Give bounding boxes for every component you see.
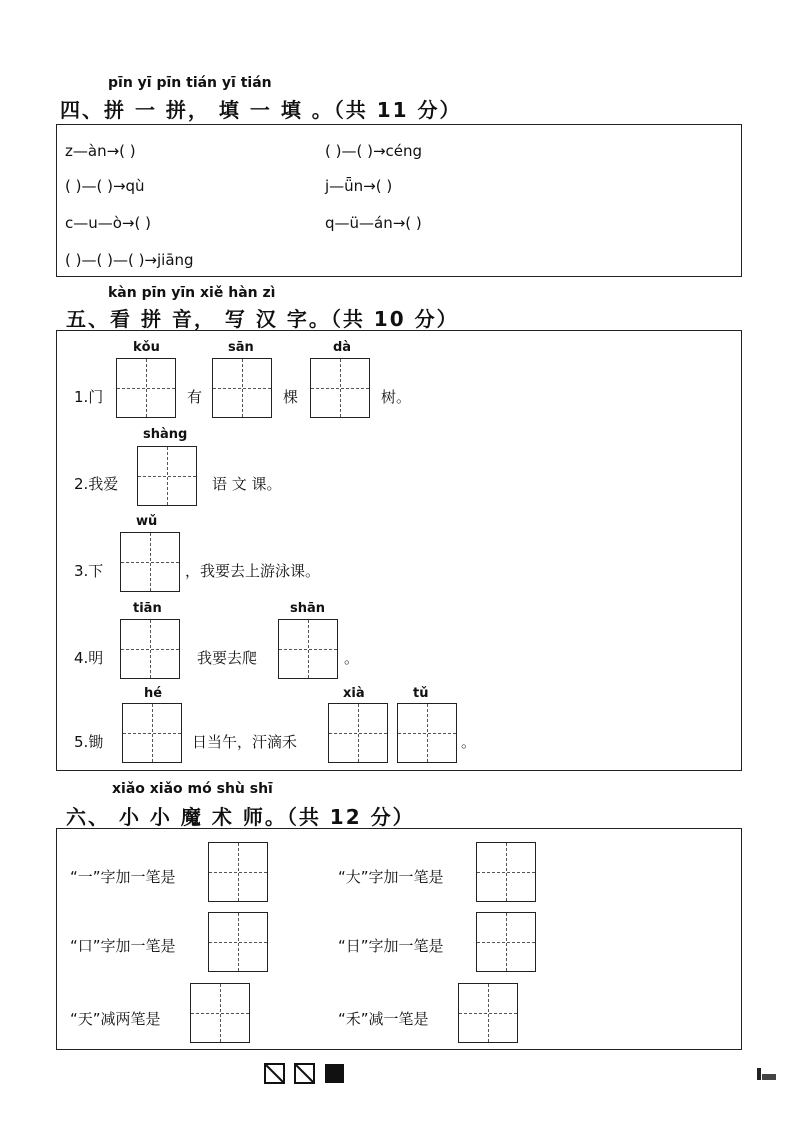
q3-lead: 3.下	[74, 562, 104, 580]
q4-pinyin-1: tiān	[133, 601, 162, 616]
q2-tail: 语 文 课。	[212, 475, 282, 493]
q4-mid-1: 我要去爬	[197, 649, 258, 667]
s4-row-7: ( )—( )—( )→jiāng	[65, 251, 194, 269]
s4-row-4: j—ǖn→( )	[325, 177, 393, 195]
s4-row-5: c—u—ò→( )	[65, 214, 151, 232]
q4-pinyin-2: shān	[290, 601, 326, 616]
s6-item-6: “禾”减一笔是	[338, 1010, 429, 1028]
q1-pinyin-2: sān	[228, 340, 254, 355]
q1-mid-1: 有	[187, 388, 203, 406]
s6-item-4: “日”字加一笔是	[338, 937, 444, 955]
q5-mid-1: 日当午，汗滴禾	[192, 733, 298, 751]
q5-grid-3[interactable]	[397, 703, 457, 763]
q1-pinyin-1: kǒu	[133, 340, 160, 355]
q1-pinyin-3: dà	[333, 340, 352, 355]
section4-pinyin: pīn yī pīn tián yī tián	[108, 75, 272, 91]
section6-pinyin: xiǎo xiǎo mó shù shī	[112, 781, 273, 797]
q2-grid-1[interactable]	[137, 446, 197, 506]
q5-grid-1[interactable]	[122, 703, 182, 763]
s6-item-5: “天”减两笔是	[70, 1010, 161, 1028]
q1-mid-2: 棵	[283, 388, 299, 406]
s4-row-3: ( )—( )→qù	[65, 177, 145, 195]
q1-tail: 树。	[381, 388, 412, 406]
scan-marks	[264, 1063, 346, 1085]
q5-tail: 。	[461, 733, 477, 751]
q3-grid-1[interactable]	[120, 532, 180, 592]
s6-grid-5[interactable]	[190, 983, 250, 1043]
q4-lead: 4.明	[74, 649, 104, 667]
s6-grid-2[interactable]	[476, 842, 536, 902]
q4-grid-1[interactable]	[120, 619, 180, 679]
q5-pinyin-3: tǔ	[413, 686, 429, 701]
section5-title: 五、看 拼 音， 写 汉 字。（共 10 分）	[66, 307, 459, 331]
s6-grid-6[interactable]	[458, 983, 518, 1043]
q1-lead: 1.门	[74, 388, 104, 406]
q5-grid-2[interactable]	[328, 703, 388, 763]
q1-grid-3[interactable]	[310, 358, 370, 418]
q1-grid-1[interactable]	[116, 358, 176, 418]
s6-item-3: “口”字加一笔是	[70, 937, 176, 955]
s4-row-1: z—àn→( )	[65, 142, 136, 160]
q1-grid-2[interactable]	[212, 358, 272, 418]
s6-item-1: “一”字加一笔是	[70, 868, 176, 886]
q2-lead: 2.我爱	[74, 475, 119, 493]
section6-title: 六、 小 小 魔 术 师。（共 12 分）	[66, 805, 415, 829]
section5-pinyin: kàn pīn yīn xiě hàn zì	[108, 285, 276, 301]
s4-row-6: q—ü—án→( )	[325, 214, 422, 232]
s6-item-2: “大”字加一笔是	[338, 868, 444, 886]
q3-tail: ，我要去上游泳课。	[185, 562, 321, 580]
q4-grid-2[interactable]	[278, 619, 338, 679]
q5-pinyin-2: xià	[343, 686, 365, 701]
q2-pinyin-1: shàng	[143, 427, 188, 442]
corner-mark	[756, 1066, 778, 1082]
s6-grid-3[interactable]	[208, 912, 268, 972]
s4-row-2: ( )—( )→céng	[325, 142, 423, 160]
q5-lead: 5.锄	[74, 733, 104, 751]
q4-tail: 。	[344, 649, 360, 667]
q5-pinyin-1: hé	[144, 686, 163, 701]
q3-pinyin-1: wǔ	[136, 514, 158, 529]
s6-grid-4[interactable]	[476, 912, 536, 972]
s6-grid-1[interactable]	[208, 842, 268, 902]
section4-title: 四、拼 一 拼， 填 一 填 。（共 11 分）	[60, 98, 462, 122]
